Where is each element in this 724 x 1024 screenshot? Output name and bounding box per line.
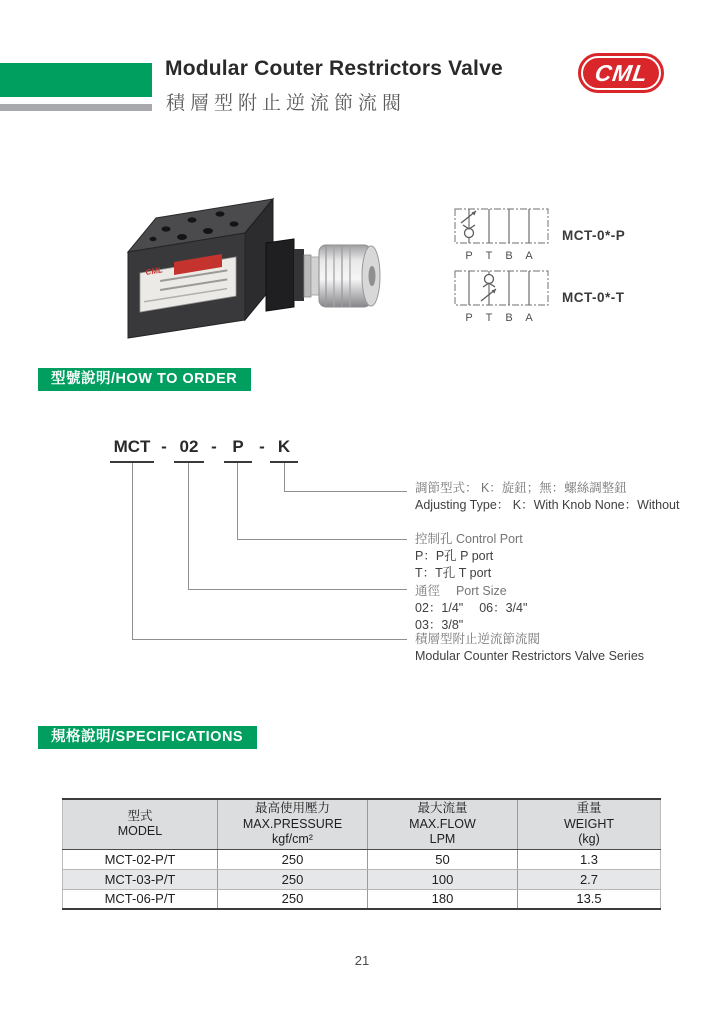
col-header-max-pressure [218, 799, 368, 849]
specifications-table [62, 798, 661, 910]
hydraulic-symbol-t [452, 268, 625, 326]
port-label: A [525, 312, 533, 324]
table-header-row [63, 799, 661, 849]
port-label: B [505, 312, 513, 324]
page-subtitle-chinese: 積層型附止逆流節流閥 [166, 93, 407, 114]
header-line: MODEL [117, 824, 163, 839]
cell-pressure: 250 [218, 889, 368, 909]
cell-flow: 180 [368, 889, 518, 909]
port-label: T [485, 312, 493, 324]
cml-logo-badge [583, 58, 659, 88]
order-code-dash: - [161, 437, 167, 456]
table-row [63, 869, 661, 889]
cell-weight: 1.3 [518, 849, 661, 869]
port-label: B [505, 250, 513, 262]
table-row [63, 889, 661, 909]
annotation-line: 調節型式： K：旋鈕；無：螺絲調整鈕 [415, 481, 627, 495]
header-line: 型式 [127, 808, 153, 823]
annotation-port-size [415, 583, 527, 634]
order-code-dash: - [211, 437, 217, 456]
annotation-line: 02：1/4" 06：3/4" [415, 601, 528, 615]
cell-weight: 13.5 [518, 889, 661, 909]
page-title: Modular Couter Restrictors Valve [165, 57, 503, 80]
annotation-control-port [415, 531, 523, 582]
annotation-line: 03：3/8" [415, 618, 464, 632]
header-line: 最大流量 [417, 801, 468, 815]
order-code-series: MCT [110, 437, 154, 463]
order-code-dash: - [259, 437, 265, 456]
annotation-line: T：T孔 T port [415, 566, 492, 580]
symbol-model-label: MCT-0*-T [562, 289, 625, 305]
annotation-line: 控制孔 Control Port [415, 532, 523, 546]
cell-flow: 100 [368, 869, 518, 889]
cell-model: MCT-06-P/T [63, 889, 218, 909]
hydraulic-symbol-t-drawing [452, 268, 552, 326]
annotation-adjusting-type [415, 480, 679, 514]
header-line: MAX.FLOW [409, 816, 476, 831]
header-line: MAX.PRESSURE [242, 816, 343, 831]
annotation-line: Adjusting Type： K：With Knob None：Without [415, 498, 680, 512]
section-title-specifications: 規格說明/SPECIFICATIONS [38, 726, 257, 749]
section-title-how-to-order: 型號說明/HOW TO ORDER [38, 368, 251, 391]
svg-text:CML: CML [144, 265, 164, 277]
port-label: P [465, 250, 473, 262]
connector-line-mct [132, 463, 407, 640]
header-line: LPM [429, 832, 456, 846]
header-gray-bar [0, 104, 152, 111]
annotation-line: P：P孔 P port [415, 549, 494, 563]
col-header-max-flow [368, 799, 518, 849]
annotation-series [415, 631, 644, 665]
header-line: 最高使用壓力 [254, 801, 330, 815]
cell-model: MCT-03-P/T [63, 869, 218, 889]
port-label: A [525, 250, 533, 262]
port-label: P [465, 312, 473, 324]
cell-flow: 50 [368, 849, 518, 869]
header-line: 重量 [576, 801, 602, 815]
annotation-line: 積層型附止逆流節流閥 [415, 632, 541, 646]
symbol-model-label: MCT-0*-P [562, 227, 626, 243]
header-line: kgf/cm² [272, 832, 313, 846]
annotation-line: Modular Counter Restrictors Valve Series [415, 649, 645, 663]
cell-model: MCT-02-P/T [63, 849, 218, 869]
cell-pressure: 250 [218, 869, 368, 889]
col-header-model [63, 799, 218, 849]
order-code-adjust-type: K [270, 437, 298, 463]
col-header-weight [518, 799, 661, 849]
annotation-line: 通徑 Port Size [415, 584, 507, 598]
cell-weight: 2.7 [518, 869, 661, 889]
cml-logo [578, 53, 664, 93]
port-label: T [485, 250, 493, 262]
hex-adapter [266, 239, 294, 311]
product-photo [108, 183, 398, 348]
hydraulic-symbol-p [452, 206, 625, 264]
order-code-size: 02 [174, 437, 204, 463]
page-number: 21 [354, 953, 370, 968]
cml-logo-text: CML [592, 59, 650, 86]
header-green-bar [0, 63, 152, 97]
table-row [63, 849, 661, 869]
hydraulic-symbol-p-drawing [452, 206, 552, 264]
header-line: WEIGHT [564, 816, 614, 831]
cell-pressure: 250 [218, 849, 368, 869]
order-code-control-port: P [224, 437, 252, 463]
header-line: (kg) [578, 832, 600, 846]
